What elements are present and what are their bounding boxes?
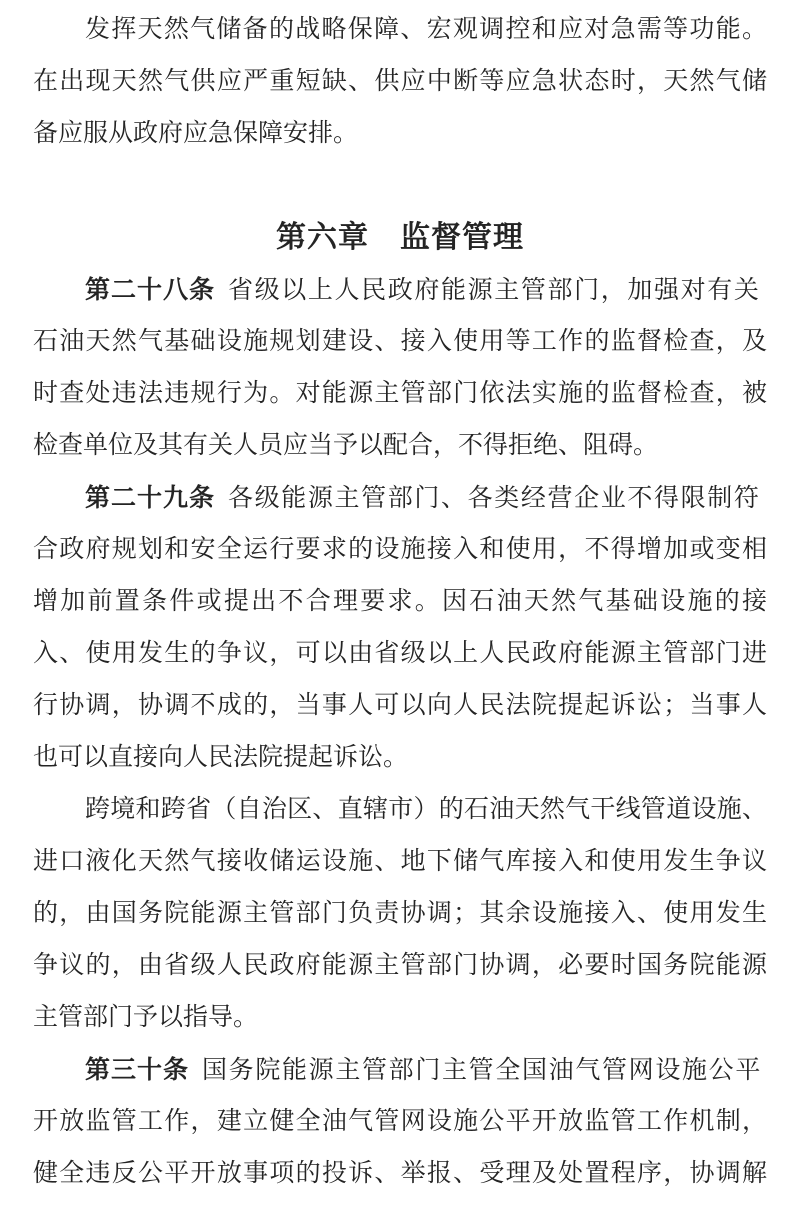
line-text: 主管部门予以指导。 [33, 1004, 259, 1031]
line-text: 发挥天然气储备的战略保障、宏观调控和应对急需等功能。 [85, 16, 769, 43]
text-line [33, 56, 767, 108]
text-line [33, 316, 767, 368]
line-text: 开放监管工作，建立健全油气管网设施公平开放监管工作机制， [33, 1108, 769, 1135]
text-line [33, 576, 770, 628]
article-number: 第三十条 [85, 1056, 190, 1084]
text-line [33, 836, 767, 888]
line-text: 合政府规划和安全运行要求的设施接入和使用，不得增加或变相 [33, 536, 769, 563]
article-29-paragraph-2 [33, 784, 767, 1044]
article-28 [33, 264, 767, 472]
text-line [33, 1044, 767, 1096]
line-text: 进口液化天然气接收储运设施、地下储气库接入和使用发生争议 [33, 848, 769, 875]
text-line [33, 108, 767, 160]
chapter-6-heading: 第六章 监督管理 [276, 221, 524, 254]
text-line [33, 264, 767, 316]
para-gas-reserve-functions [33, 4, 767, 160]
line-text: 也可以直接向人民法院提起诉讼。 [33, 744, 409, 771]
line-text: 在出现天然气供应严重短缺、供应中断等应急状态时，天然气储 [33, 68, 769, 95]
text-line [33, 368, 767, 420]
line-text: 各级能源主管部门、各类经营企业不得限制符 [228, 485, 761, 512]
text-line [33, 888, 767, 940]
article-number: 第二十八条 [85, 276, 216, 304]
text-line [33, 732, 767, 784]
line-text: 省级以上人民政府能源主管部门，加强对有关 [228, 277, 761, 304]
line-text: 入、使用发生的争议，可以由省级以上人民政府能源主管部门进 [33, 640, 769, 667]
text-line [33, 420, 767, 472]
text-line [33, 4, 767, 56]
line-text: 争议的，由省级人民政府能源主管部门协调，必要时国务院能源 [33, 952, 769, 979]
line-text: 石油天然气基础设施规划建设、接入使用等工作的监督检查，及 [33, 328, 769, 355]
line-text: 检查单位及其有关人员应当予以配合，不得拒绝、阻碍。 [33, 432, 659, 459]
line-text: 健全违反公平开放事项的投诉、举报、受理及处置程序，协调解 [33, 1160, 769, 1187]
text-line [33, 472, 767, 524]
text-line [33, 1148, 767, 1200]
text-line [33, 524, 767, 576]
text-line [33, 680, 767, 732]
article-30 [33, 1044, 767, 1200]
text-line [33, 1096, 767, 1148]
line-text: 时查处违法违规行为。对能源主管部门依法实施的监督检查，被 [33, 380, 769, 407]
text-line [33, 940, 767, 992]
line-text: 跨境和跨省（自治区、直辖市）的石油天然气干线管道设施、 [85, 796, 768, 823]
line-text: 的，由国务院能源主管部门负责协调；其余设施接入、使用发生 [33, 900, 769, 927]
text-line [33, 992, 767, 1044]
line-text: 增加前置条件或提出不合理要求。因石油天然气基础设施的接 [33, 588, 770, 615]
line-text: 备应服从政府应急保障安排。 [33, 120, 359, 147]
article-number: 第二十九条 [85, 484, 216, 512]
line-text: 国务院能源主管部门主管全国油气管网设施公平 [202, 1057, 762, 1084]
line-text: 行协调，协调不成的，当事人可以向人民法院提起诉讼；当事人 [33, 692, 769, 719]
text-line [33, 628, 767, 680]
text-line [33, 784, 767, 836]
article-29 [33, 472, 770, 784]
